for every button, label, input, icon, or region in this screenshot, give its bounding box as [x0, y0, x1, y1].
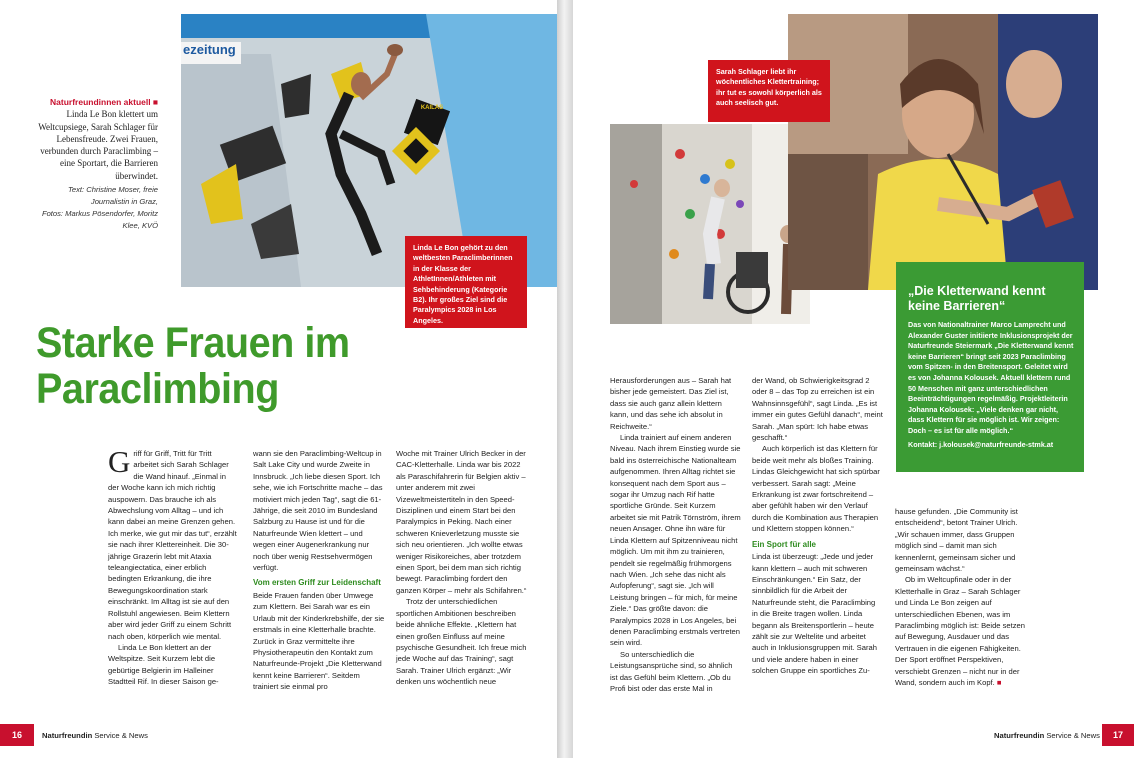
- intro-block: [36, 96, 158, 232]
- body-column-2: [253, 448, 385, 693]
- col4-p1: Herausforderungen aus – Sarah hat bisher jede gemeistert. Das Ziel ist, dass sie auch ganz allein klettern kann, und das sehe ich absolut in Reichweite.“: [610, 376, 732, 431]
- footer-right: [994, 731, 1100, 740]
- col4-p2: Linda trainiert auf einem anderen Niveau. Nach ihrem Einstieg wurde sie bald ins österreichische Nationalteam aufgenommen. Ihren Alltag richtet sie konsequent nach dem Sport aus – sogar ihr Umzug nach Rif hatte sportliche Gründe. Seit Kurzem arbeitet sie mit Patrik Törnström, ihrem neuen Ansager. Ohne ihn wäre für Linda Klettern auf Spitzenniveau nicht möglich. Um mit ihm zu trainieren, pendelt sie regelmäßig frühmorgens nach Wien. „Ich sehe das nicht als Aufopferung“, sagt sie. „Ich will Leistung bringen – für mich, für meine Ziele.“ Das größte davon: die Paralympics 2028 in Los Angeles, bei denen Paraclimbing erstmals vertreten sein wird.: [610, 433, 741, 648]
- body-column-5: [752, 375, 883, 677]
- col3-p2: Trotz der unterschiedlichen sportlichen Ambitionen beschreiben beide ähnliche Effekte. „Klettern hat einen großen Einfluss auf meine psychische Gesundheit. Ich freue mich jede Woche auf das Training“, sagt Sarah. Trainer Ulrich ergänzt: „Wir denken uns wöchentlich neue: [396, 597, 527, 687]
- caption-linda: [405, 236, 527, 328]
- col5-p1: der Wand, ob Schwierigkeitsgrad 2 oder 8 – das Top zu erreichen ist ein Wahnsinnsgefühl“, sagt Linda. „Es ist immer ein gutes Gefühl danach“, meint Sarah. „Man spürt: Ich habe etwas geschafft.“: [752, 376, 883, 443]
- drop-cap: G: [108, 444, 131, 479]
- page-number-right: 17: [1102, 724, 1134, 746]
- caption-sarah: [708, 60, 830, 122]
- info-box-contact: [908, 439, 1074, 450]
- kicker-square: ■: [152, 97, 158, 107]
- col4-p3: So unterschiedlich die Leistungsansprüche sind, so ähnlich ist das Gefühl beim Klettern. „Ob du Profi bist oder das erste Mal in: [610, 649, 733, 693]
- body-column-6: [895, 506, 1025, 689]
- footer-right-section: Service & News: [1046, 731, 1100, 740]
- col5-subheading: Ein Sport für alle: [752, 539, 817, 549]
- left-page: [0, 0, 557, 758]
- footer-left-section: Service & News: [94, 731, 148, 740]
- intro-lead: Linda Le Bon klettert um Weltcupsiege, Sarah Schlager für Lebensfreude. Zwei Frauen, verbunden durch Paraclimbing – eine Sportart, die Barrieren überwindet.: [38, 109, 158, 181]
- article-end-mark: ■: [996, 678, 1002, 688]
- contact-label: Kontakt:: [908, 439, 938, 449]
- intro-kicker: Naturfreundinnen aktuell: [50, 97, 151, 107]
- article-headline: [36, 320, 367, 412]
- spread-gutter: [557, 0, 573, 758]
- col1-p2: Linda Le Bon klettert an der Weltspitze. Seit Kurzem lebt die gebürtige Belgierin im Halleiner Stadtteil Rif. In dieser Saison ge-: [108, 642, 219, 687]
- col5-p3: Linda ist überzeugt: „Jede und jeder kann klettern – auch mit schweren Einschränkungen.“ Ein Satz, der sinnbildlich für die Arbeit der Naturfreunde steht, die Paraclimbing in die Breite tragen wollen. Linda begann als Breitensportlerin – heute zählt sie zur Weltelite und arbeitet auch in Inklusionsgruppen mit. Sarah und viele andere haben in einer solchen Gruppe ein sportliches Zu-: [752, 552, 877, 676]
- info-box-title: „Die Kletterwand kennt keine Barrieren“: [908, 284, 1046, 313]
- intro-credit-text: Text: Christine Moser, freie Journalistin in Graz,: [67, 185, 158, 207]
- body-column-1: [108, 444, 238, 688]
- photo-sarah-wall: [610, 124, 810, 324]
- body-column-3: [396, 448, 528, 688]
- footer-right-brand: Naturfreundin: [994, 731, 1045, 740]
- caption-sarah-text: Sarah Schlager liebt ihr wöchentliches Klettertraining; ihr tut es sowohl körperlich als auch seelisch gut.: [716, 67, 822, 108]
- col3-p1: Woche mit Trainer Ulrich Becker in der CAC-Kletterhalle. Linda war bis 2022 als Paraschifahrerin für Belgien aktiv – unter anderem mit zwei Vizeweltmeistertiteln in den Speed-Disziplinen und einem Start bei den Paralympics in Peking. Nach einer schweren Knieverletzung musste sie sich neu orientieren. „Ich wollte etwas weniger Risikoreiches, aber trotzdem einen Sport, bei dem man sich richtig bewegt. Paraclimbing fordert den ganzen Körper – mehr als Schifahren.“: [396, 449, 527, 595]
- kailas-logo: [416, 96, 448, 114]
- col1-p1: riff für Griff, Tritt für Tritt arbeitet sich Sarah Schlager die Wand hinauf. „Einmal in der Woche kann ich mich richtig auspowern. Das brauche ich als Abwechslung vom Alltag – und ich kann dabei an meine Grenzen gehen. Ich merke, wie gut mir das tut“, erzählt sie nach ihrer Klettereinheit. Die 30-jährige Grazerin lebt mit Ataxia teleangiectatica, einer erblich bedingten Erkrankung, die ihre Bewegungskoordination stark einschränkt. Im Alltag ist sie auf den Rollstuhl angewiesen. Beim Klettern aber wird jeder Griff zu einem Schritt nach oben, körperlich wie mental.: [108, 449, 237, 641]
- col6-p1: hause gefunden. „Die Community ist entscheidend“, betont Trainer Ulrich. „Wir schauen immer, dass Gruppen möglich sind – damit man sich kennenlernt, gemeinsam sicher und gemeinsam wächst.“: [895, 507, 1018, 574]
- kailas-logo-text: KAILAS: [420, 105, 444, 111]
- footer-left: [42, 731, 148, 740]
- col6-p2: Ob im Weltcupfinale oder in der Kletterhalle in Graz – Sarah Schlager und Linda Le Bon zeigen auf unterschiedlichen Ebenen, was im Paraclimbing möglich ist: Beide setzen auf Bewegung, Ausdauer und das Vertrauen in die eigenen Fähigkeiten. Der Sport eröffnet Perspektiven, verschiebt Grenzen – nicht nur in der Wand, sondern auch im Kopf.: [895, 575, 1025, 688]
- col2-p1: wann sie den Paraclimbing-Weltcup in Salt Lake City und wurde Zweite in Innsbruck. „Ich liebe diesen Sport. Ich sehe, wie ich Fortschritte mache – das motiviert mich jeden Tag“, sagt die 61-Jährige, die seit 2010 im Bundesland Salzburg zu Hause ist und für die Naturfreunde Wien klettert – und wegen einer Augenerkrankung nur noch über wenig Restsehvermögen verfügt.: [253, 449, 383, 573]
- col2-subheading: Vom ersten Griff zur Leidenschaft: [253, 578, 381, 588]
- info-box: [896, 262, 1084, 472]
- info-box-text: Das von Nationaltrainer Marco Lamprecht und Alexander Guster initiierte Inklusionsprojekt der Naturfreunde Steiermark „Die Kletterwand kennt keine Barrieren“ bringt seit 2023 Paraclimbing vom Spitzen- in den Breitensport. Geleitet wird es von Johanna Kolousek. Aktuell klettern rund 50 Menschen mit ganz unterschiedlichen Beeinträchtigungen regelmäßig. Projektleiterin Johanna Kolousek: „Viele denken gar nicht, dass Klettern für sie möglich ist. Wir zeigen: Doch – es ist für alle möglich.“: [908, 320, 1074, 435]
- col2-p2: Beide Frauen fanden über Umwege zum Klettern. Bei Sarah war es ein Urlaub mit der Kinderkrebshilfe, der sie erstmals in eine Kletterhalle brachte. Zurück in Graz vermittelte ihre Physiotherapeutin den Kontakt zum Naturfreunde-Projekt „Die Kletterwand kennt keine Barrieren“. Seitdem trainiert sie einmal pro: [253, 590, 385, 692]
- caption-linda-text: Linda Le Bon gehört zu den weltbesten Paraclimberinnen in der Klasse der AthletInnen/Athleten mit Sehbehinderung (Kategorie B2). Ihr großes Ziel sind die Paralympics 2028 in Los Angeles.: [413, 243, 513, 325]
- wall-sign-text: ezeitung: [183, 42, 236, 57]
- body-column-4: [610, 375, 741, 694]
- page-number-left: 16: [0, 724, 34, 746]
- headline-line-1: Starke Frauen im: [36, 319, 350, 367]
- intro-credit-photos: Fotos: Markus Pösendorfer, Moritz Klee, KVÖ: [41, 209, 158, 231]
- contact-email-link[interactable]: j.kolousek@naturfreunde-stmk.at: [939, 439, 1054, 449]
- footer-left-brand: Naturfreundin: [42, 731, 93, 740]
- photo-sarah-closeup: [788, 14, 1098, 290]
- col5-p2: Auch körperlich ist das Klettern für beide weit mehr als bloßes Training. Lindas Gleichgewicht hat sich spürbar verbessert. Sarah sagt: „Meine Erkrankung ist zwar fortschreitend – aber gefühlt haben wir den Verlauf durch die Kombination aus Therapien und Klettern stoppen können.“: [752, 444, 880, 534]
- headline-line-2: Paraclimbing: [36, 365, 279, 413]
